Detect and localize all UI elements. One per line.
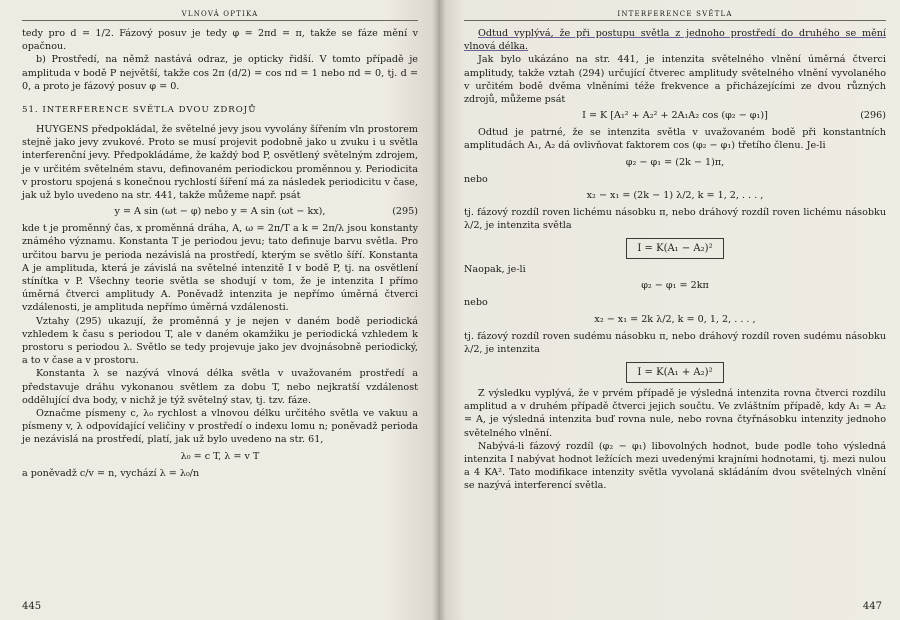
equation-295 (22, 205, 418, 219)
running-head-left: VLNOVÁ OPTIKA (22, 8, 418, 21)
equation-number: (296) (860, 110, 886, 122)
text-line: nebo (464, 297, 488, 309)
page-number: 445 (22, 601, 42, 612)
page-number: 447 (862, 601, 882, 612)
paragraph: HUYGENS předpokládal, že světelné jevy jsou vyvolány šířením vln prostorem stejně jako jevy zvukové. Proto se musí projevit podobně jako u zvuku i u světla interferenční jevy. Předpokládáme, že každý bod P, osvětlený světelným zdrojem, je v určitém světelném stavu, definovaném periodickou proměnnou y. Periodicita v prostoru spojená s konečnou rychlostí šíření má za následek periodicitu v čase, jak už bylo uvedeno na str. 441, takže můžeme např. psát (22, 124, 418, 202)
equation-line: a poněvadž c/v = n, vychází λ = λ₀/n (22, 467, 200, 479)
paragraph: Jak bylo ukázáno na str. 441, je intenzita světelného vlnění úměrná čtverci amplitudy, takže vztah (294) určující čtverec amplitudy světelného vlnění vyvolaného v určitém bodě dvěma vlněními téže frekvence a přicházejícími ze dvou různých zdrojů, můžeme psát (464, 54, 886, 106)
paragraph: Označme písmeny c, λ₀ rychlost a vlnovou délku určitého světla ve vakuu a písmeny v, λ odpovídající veličiny v prostředí o indexu lomu n; poněvadž perioda je nezávislá na prostředí, platí, jak už bylo uvedeno na str. 61, (22, 408, 418, 446)
running-head-right: INTERFERENCE SVĚTLA (464, 8, 886, 21)
paragraph: kde t je proměnný čas, x proměnná dráha, A, ω = 2π/T a k = 2π/λ jsou konstanty známého významu. Konstanta T je periodou jevu; tato definuje barvu světla. Pro určitou barvu je perioda nezávislá na prostředí, kterým se světlo šíří. Konstanta A je amplituda, která je závislá na světelné intenzitě I v bodě P, tj. na osvětlení stínítka v P. Všechny teorie světla se shodují v tom, že je intenzita I přímo úměrná čtverci amplitudy A. Poněvadž intenzita je nepřímo úměrná čtverci vzdálenosti, je amplituda nepřímo úměrná vzdálenosti. (22, 223, 418, 314)
boxed-equation: I = K(A₁ − A₂)² (626, 238, 723, 259)
paragraph: Odtud je patrné, že se intenzita světla v uvažovaném bodě při konstantních amplitudách A₁, A₂ dá ovlivňovat faktorem cos (φ₂ − φ₁) třetího členu. Je-li (464, 127, 886, 152)
paragraph: Konstanta λ se nazývá vlnová délka světla v uvažovaném prostředí a představuje dráhu vykonanou světlem za dobu T, nebo nejkratší vzdálenost oddělující dva body, v nichž je týž světelný stav, tj. tzv. fáze. (22, 368, 418, 406)
paragraph: b) Prostředí, na němž nastává odraz, je opticky řidší. V tomto případě je amplituda v bodě P největší, takže cos 2π (d/2) = cos πd = 1 nebo πd = 0, tj. d = 0, a proto je fázový posuv φ = 0. (22, 54, 418, 92)
paragraph: Nabývá-li fázový rozdíl (φ₂ − φ₁) libovolných hodnot, bude podle toho výsledná intenzita I nabývat hodnot ležících mezi uvedenými krajními hodnotami, tj. mezi nulou a 4 KA². Tato modifikace intenzity světla vyvolaná skládáním dvou světelných vlnění se nazývá interferencí světla. (464, 440, 886, 492)
left-page (0, 0, 438, 620)
boxed-equation: I = K(A₁ + A₂)² (626, 362, 723, 383)
equation-296 (464, 109, 886, 123)
underlined-text: Odtud vyplývá, že při postupu světla z jednoho prostředí do druhého se mění vlnová délka. (464, 28, 886, 53)
equation: φ₂ − φ₁ = 2kπ (641, 280, 709, 292)
paragraph: Z výsledku vyplývá, že v prvém případě je výsledná intenzita rovna čtverci rozdílu amplitud a v druhém případě čtverci jejich součtu. Ve zvláštním případě, kdy A₁ = A₂ = A, je výsledná intenzita buď rovna nule, nebo rovna čtyřnásobku intenzity jednoho světelného vlnění. (464, 388, 886, 439)
right-page (438, 0, 900, 620)
paragraph: tj. fázový rozdíl roven sudému násobku π, nebo dráhový rozdíl roven sudému násobku λ/2, je intenzita (464, 330, 886, 355)
book-gutter (432, 0, 446, 620)
equation: x₂ − x₁ = 2k λ/2, k = 0, 1, 2, . . . , (594, 313, 756, 325)
paragraph (464, 27, 886, 53)
equation-number: (295) (392, 206, 418, 218)
paragraph: Vztahy (295) ukazují, že proměnná y je nejen v daném bodě periodická vzhledem k času s periodou T, ale v daném okamžiku je periodická vzhledem k prostoru s periodou λ. Světlo se tedy projevuje jako jev dvojnásobně periodický, a to v čase a v prostoru. (22, 315, 418, 367)
equation: x₂ − x₁ = (2k − 1) λ/2, k = 1, 2, . . . , (586, 189, 764, 201)
paragraph: tj. fázový rozdíl roven lichému násobku π, nebo dráhový rozdíl roven lichému násobku λ/2, je intenzita světla (464, 206, 886, 232)
paragraph: tedy pro d = 1/2. Fázový posuv je tedy φ = 2πd = π, takže se fáze mění v opačnou. (22, 28, 418, 53)
equation: λ₀ = c T, λ = v T (180, 450, 260, 462)
text-line: nebo (464, 173, 488, 185)
text-line: Naopak, je-li (464, 264, 526, 276)
equation: φ₂ − φ₁ = (2k − 1)π, (625, 156, 725, 168)
section-title: 51. INTERFERENCE SVĚTLA DVOU ZDROJŮ (22, 105, 257, 116)
equation-text: I = K [A₁² + A₂² + 2A₁A₂ cos (φ₂ − φ₁)] (582, 110, 768, 122)
equation-text: y = A sin (ωt − φ) nebo y = A sin (ωt − kx), (114, 206, 326, 218)
